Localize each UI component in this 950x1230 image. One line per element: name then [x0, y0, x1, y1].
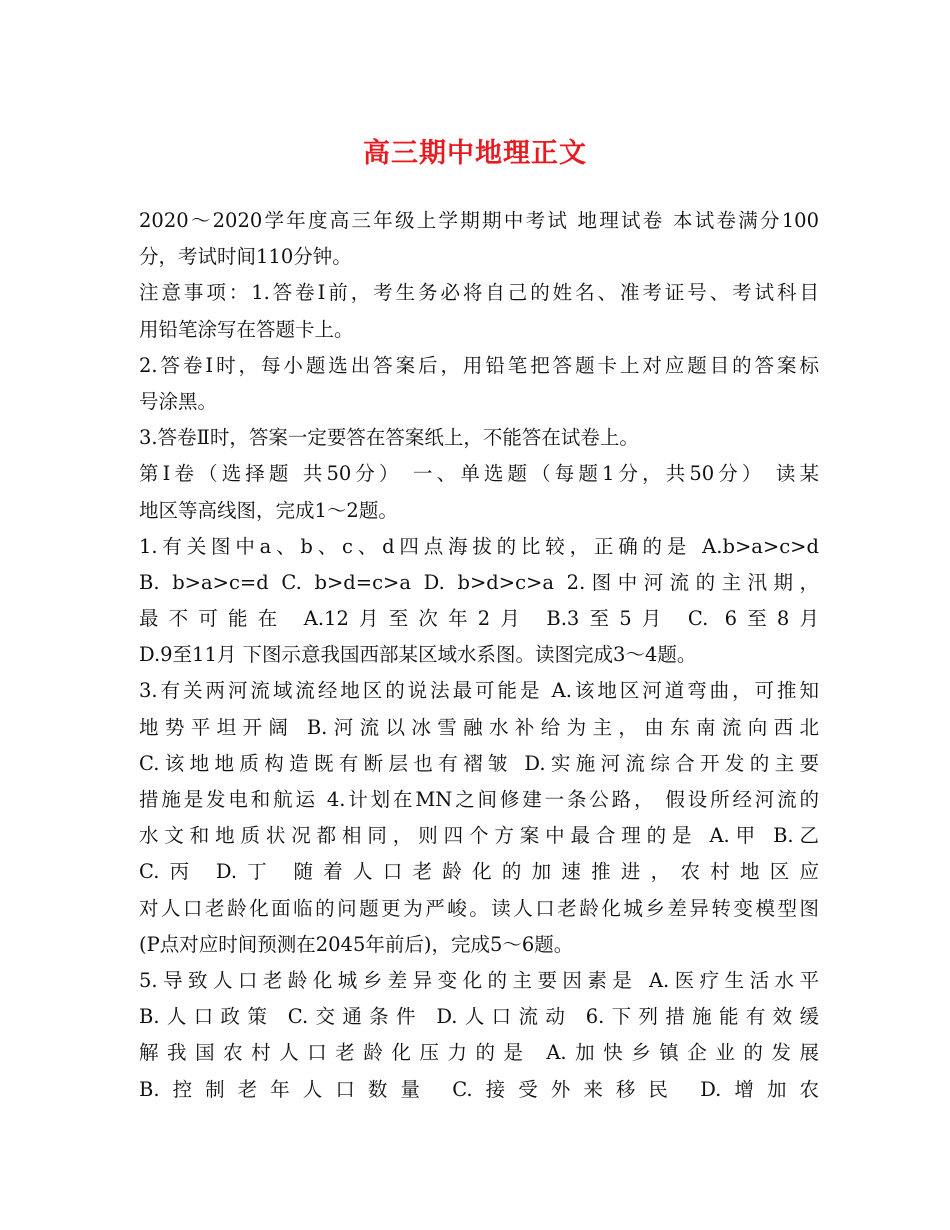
- text-line: 2.答卷Ⅰ时，每小题选出答案后，用铅笔把答题卡上对应题目的答案标: [139, 353, 819, 377]
- text-line: 3.有关两河流域流经地区的说法最可能是 A.该地区河道弯曲，可推知: [139, 679, 819, 703]
- text-line: (P点对应时间预测在2045年前后)，完成5～6题。: [139, 932, 574, 956]
- text-line: B.人口政策 C.交通条件 D.人口流动 6.下列措施能有效缓: [139, 1005, 819, 1029]
- text-line: 地势平坦开阔 B.河流以冰雪融水补给为主，由东南流向西北: [139, 715, 819, 739]
- text-line: B.控制老年人口数量 C.接受外来移民 D.增加农: [139, 1077, 819, 1101]
- text-line: 1.有关图中a、b、c、d四点海拔的比较，正确的是 A.b>a>c>d: [139, 534, 819, 558]
- text-line: 号涂黑。: [139, 389, 218, 413]
- text-line: 对人口老龄化面临的问题更为严峻。读人口老龄化城乡差异转变模型图: [139, 896, 819, 920]
- text-line: 水文和地质状况都相同，则四个方案中最合理的是 A.甲 B.乙: [139, 824, 819, 848]
- document-title: 高三期中地理正文: [363, 138, 587, 169]
- text-line: 措施是发电和航运 4.计划在MN之间修建一条公路， 假设所经河流的: [139, 788, 819, 811]
- text-line: 解我国农村人口老龄化压力的是 A.加快乡镇企业的发展: [139, 1041, 819, 1065]
- text-line: 地区等高线图，完成1～2题。: [139, 498, 398, 522]
- text-line: 用铅笔涂写在答题卡上。: [139, 317, 354, 341]
- text-line: 注意事项：1.答卷Ⅰ前，考生务必将自己的姓名、准考证号、考试科目: [139, 281, 819, 305]
- text-line: 5.导致人口老龄化城乡差异变化的主要因素是 A.医疗生活水平: [139, 968, 819, 992]
- document-body: [139, 203, 819, 1108]
- text-line: 第Ⅰ卷（选择题 共50分） 一、单选题（每题1分，共50分） 读某: [139, 462, 819, 486]
- text-line: C.该地地质构造既有断层也有褶皱 D.实施河流综合开发的主要: [139, 751, 819, 775]
- text-line: 2020～2020学年度高三年级上学期期中考试 地理试卷 本试卷满分100: [139, 209, 819, 232]
- text-line: 3.答卷Ⅱ时，答案一定要答在答案纸上，不能答在试卷上。: [139, 426, 639, 450]
- text-line: 分，考试时间110分钟。: [139, 245, 352, 269]
- text-line: 最不可能在 A.12月至次年2月 B.3至5月 C. 6至8月: [139, 607, 819, 631]
- text-line: C.丙 D.丁 随着人口老龄化的加速推进，农村地区应: [139, 860, 819, 884]
- text-line: B. b>a>c=d C. b>d=c>a D. b>d>c>a 2.图中河流的主汛期，: [139, 570, 819, 594]
- text-line: D.9至11月 下图示意我国西部某区域水系图。读图完成3～4题。: [139, 643, 697, 667]
